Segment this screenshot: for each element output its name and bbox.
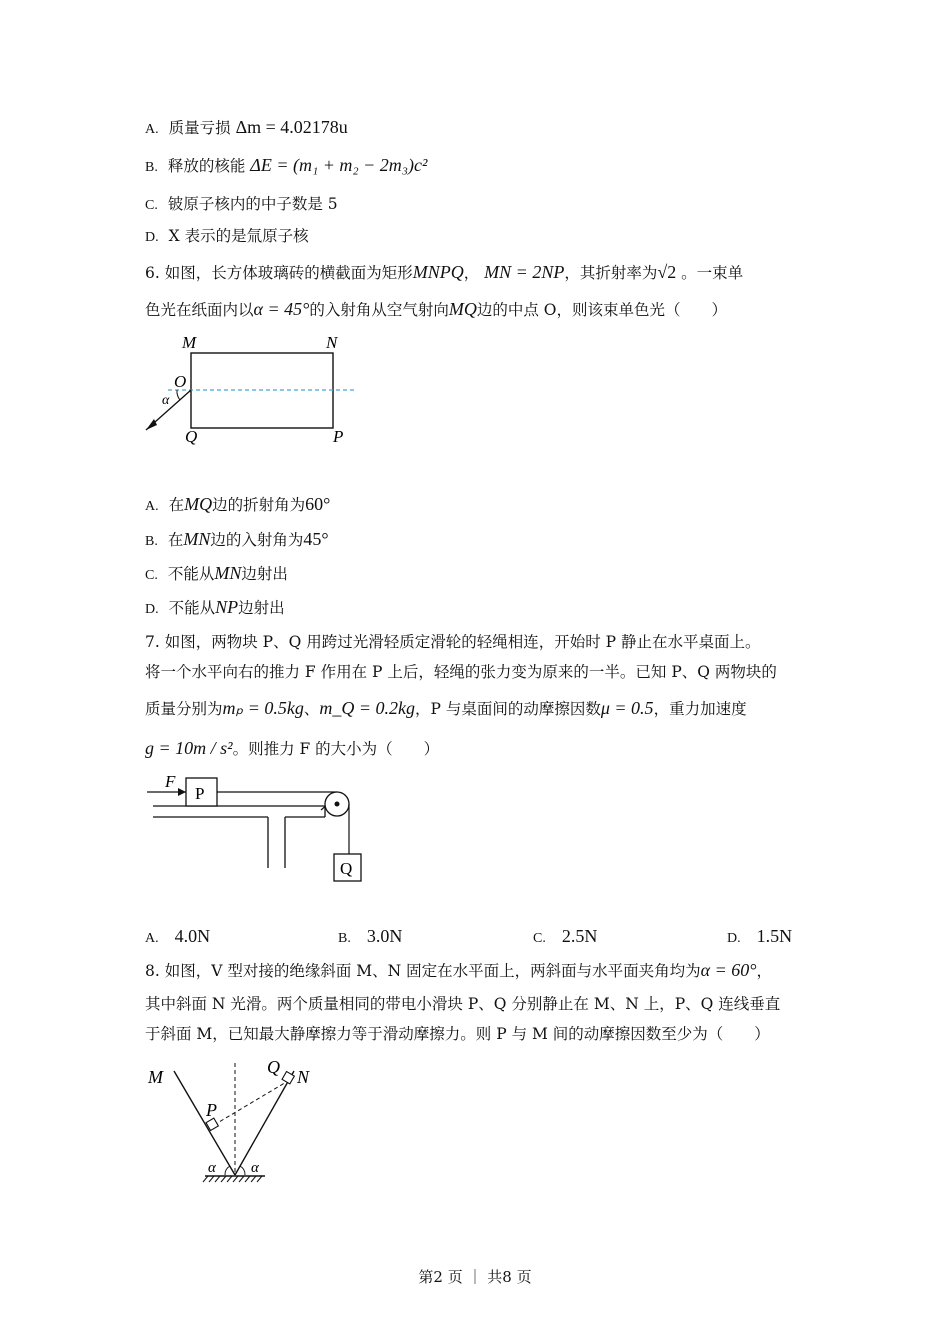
ray-arrowhead	[146, 419, 157, 430]
q8-stem-line3: 于斜面 M，已知最大静摩擦力等于滑动摩擦力。则 P 与 M 间的动摩擦因数至少为（ ）	[145, 1025, 770, 1043]
label-p: P	[206, 1100, 217, 1120]
q6-glass-brick-diagram	[140, 330, 370, 450]
label-n: N	[326, 333, 338, 352]
label-m: M	[148, 1067, 163, 1087]
label-o: O	[174, 372, 187, 391]
incline-m	[174, 1071, 235, 1175]
q7-stem-line1: 7. 如图，两物块 P、Q 用跨过光滑轻质定滑轮的轻绳相连，开始时 P 静止在水平桌面上。	[145, 633, 761, 651]
q7-stem-line2: 将一个水平向右的推力 F 作用在 P 上后，轻绳的张力变为原来的一半。已知 P、Q 两物块的	[145, 663, 777, 681]
label-m: M	[182, 333, 197, 352]
label-p: P	[195, 784, 205, 803]
q8-stem-line2: 其中斜面 N 光滑。两个质量相同的带电小滑块 P、Q 分别静止在 M、N 上，P、Q 连线垂直	[145, 995, 781, 1013]
incline-n	[235, 1071, 294, 1175]
q6-option-a: A. 在MQ边的折射角为60°	[145, 494, 331, 514]
q5-option-b: B. 释放的核能 ΔE = (m₁ + m₂ − 2m₃)c²	[145, 155, 428, 175]
q6-stem-line1: 6. 如图，长方体玻璃砖的横截面为矩形MNPQ， MN = 2NP，其折射率为√2 。一束单	[145, 262, 744, 282]
q7-option-d: D. 1.5N	[727, 926, 793, 946]
label-q: Q	[267, 1057, 280, 1077]
pq-line	[214, 1081, 288, 1125]
label-p: P	[333, 427, 344, 446]
q6-option-c: C. 不能从MN边射出	[145, 563, 288, 583]
label-alpha-right: α	[251, 1160, 259, 1176]
q6-option-b: B. 在MN边的入射角为45°	[145, 529, 329, 549]
q7-pulley-diagram	[145, 770, 375, 890]
label-f: F	[165, 772, 176, 791]
q6-option-d: D. 不能从NP边射出	[145, 597, 285, 617]
page-footer: 第2 页 ｜ 共8 页	[418, 1268, 532, 1286]
label-alpha-left: α	[208, 1160, 216, 1176]
q7-option-b: B. 3.0N	[338, 926, 403, 946]
q5-option-d: D. X 表示的是氚原子核	[145, 227, 309, 245]
q6-stem-line2: 色光在纸面内以α = 45°的入射角从空气射向MQ边的中点 O，则该束单色光（ ）	[145, 299, 727, 319]
q7-option-c: C. 2.5N	[533, 926, 598, 946]
q5-option-c: C. 铍原子核内的中子数是 5	[145, 195, 338, 213]
q7-option-a: A. 4.0N	[145, 926, 211, 946]
q5-option-a: A. 质量亏损 Δm = 4.02178u	[145, 117, 348, 137]
q7-stem-line4: g = 10m / s²。则推力 F 的大小为（ ）	[145, 738, 440, 758]
label-q: Q	[340, 859, 353, 878]
label-alpha: α	[162, 393, 170, 408]
q8-v-incline-diagram	[140, 1055, 330, 1190]
q7-stem-line3: 质量分别为mₚ = 0.5kg、m_Q = 0.2kg，P 与桌面间的动摩擦因数μ = 0.5，重力加速度	[145, 698, 747, 718]
q8-stem-line1: 8. 如图，V 型对接的绝缘斜面 M、N 固定在水平面上，两斜面与水平面夹角均为α = 60°，	[145, 960, 772, 980]
label-n: N	[297, 1067, 310, 1087]
alpha-arc	[177, 390, 180, 400]
label-q: Q	[185, 427, 198, 446]
